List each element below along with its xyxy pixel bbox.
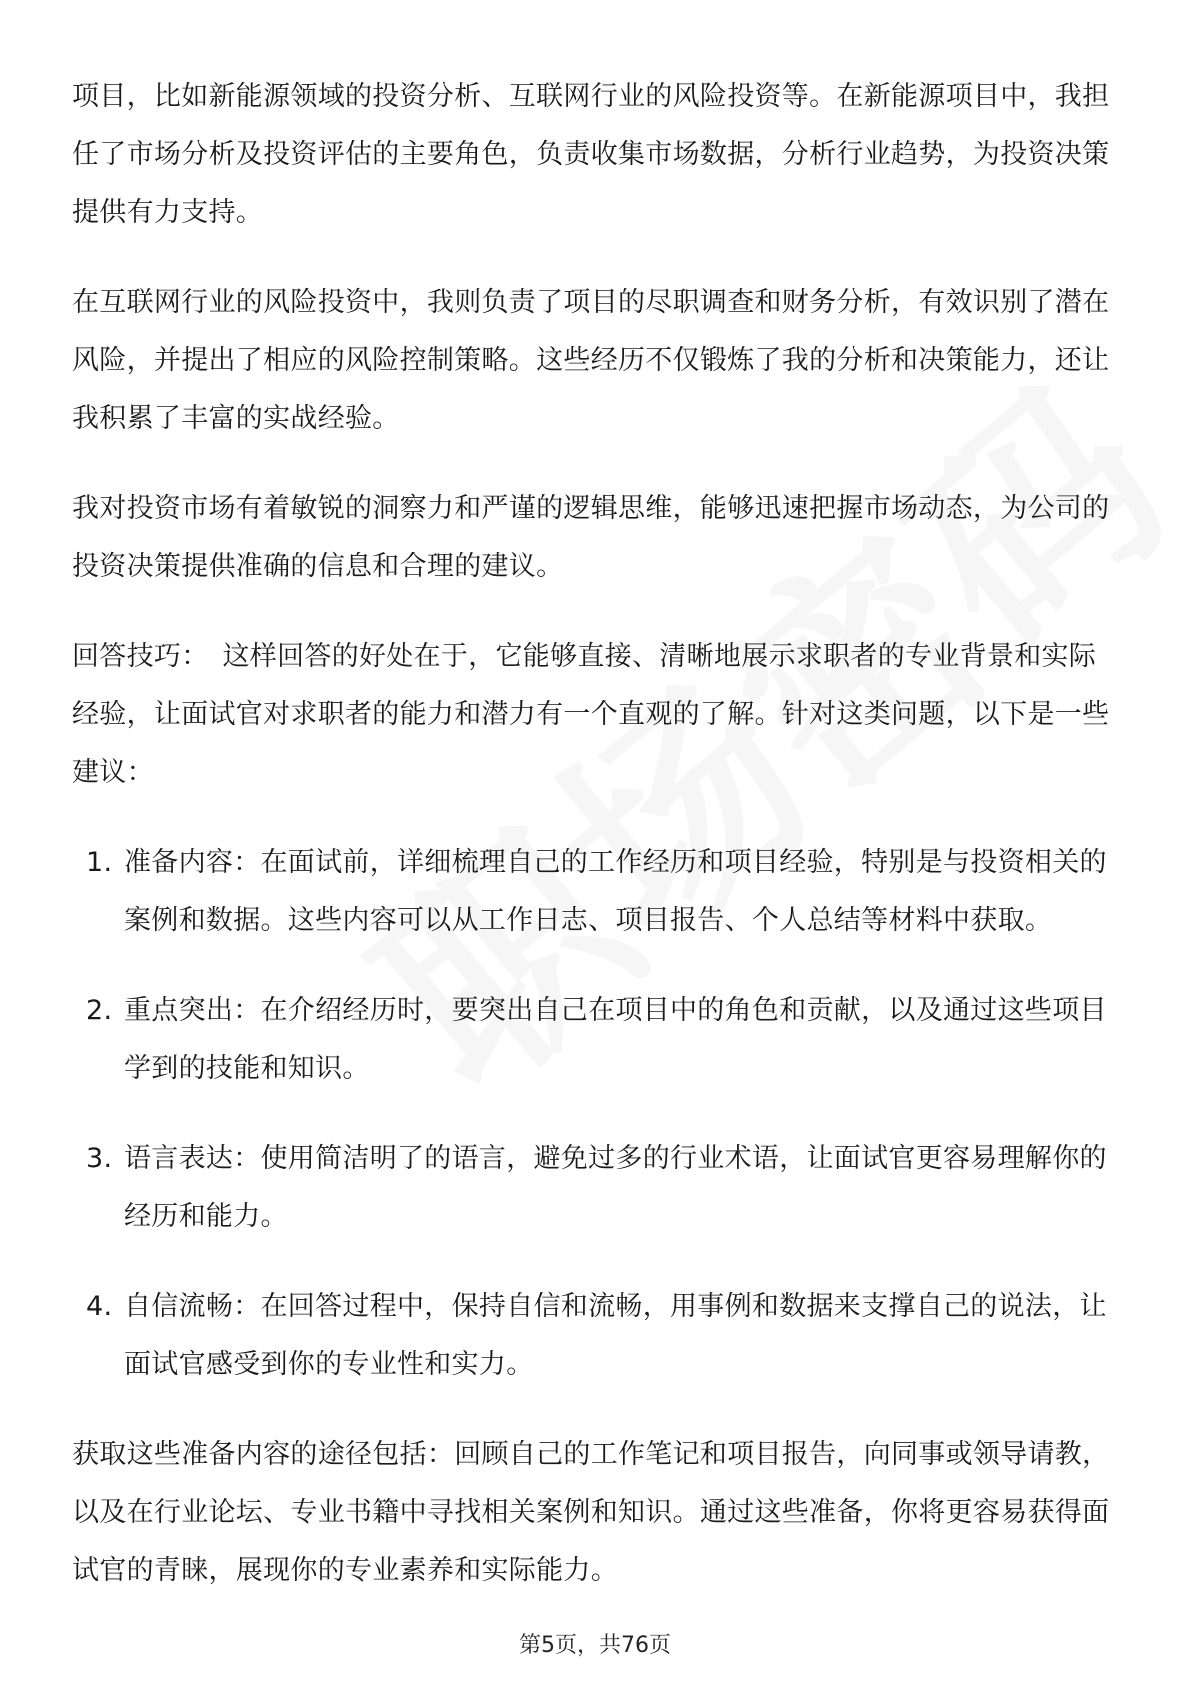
list-item (72, 1278, 1122, 1394)
list-item-number: 4. (86, 1291, 113, 1322)
tips-label: 回答技巧： (72, 641, 209, 672)
list-item-text: 自信流畅：在回答过程中，保持自信和流畅，用事例和数据来支撑自己的说法，让面试官感受到你的专业性和实力。 (124, 1291, 1107, 1380)
tips-paragraph (72, 628, 1122, 802)
list-item-text: 重点突出：在介绍经历时，要突出自己在项目中的角色和贡献，以及通过这些项目学到的技能和知识。 (124, 995, 1107, 1084)
list-item-text: 语言表达：使用简洁明了的语言，避免过多的行业术语，让面试官更容易理解你的经历和能力。 (124, 1143, 1107, 1232)
list-item (72, 834, 1122, 950)
document-body (72, 68, 1122, 1632)
list-item (72, 982, 1122, 1098)
page-number: 第5页，共76页 (519, 1633, 671, 1658)
list-item-number: 1. (86, 847, 113, 878)
paragraph-1: 项目，比如新能源领域的投资分析、互联网行业的风险投资等。在新能源项目中，我担任了市场分析及投资评估的主要角色，负责收集市场数据，分析行业趋势，为投资决策提供有力支持。 (72, 81, 1110, 228)
suggestion-list (72, 834, 1122, 1394)
paragraph-3: 我对投资市场有着敏锐的洞察力和严谨的逻辑思维，能够迅速把握市场动态，为公司的投资决策提供准确的信息和合理的建议。 (72, 493, 1110, 582)
list-item (72, 1130, 1122, 1246)
list-item-number: 3. (86, 1143, 113, 1174)
paragraph-2: 在互联网行业的风险投资中，我则负责了项目的尽职调查和财务分析，有效识别了潜在风险，并提出了相应的风险控制策略。这些经历不仅锻炼了我的分析和决策能力，还让我积累了丰富的实战经验。 (72, 287, 1110, 434)
tips-text: 这样回答的好处在于，它能够直接、清晰地展示求职者的专业背景和实际经验，让面试官对求职者的能力和潜力有一个直观的了解。针对这类问题，以下是一些建议： (72, 641, 1110, 788)
list-item-number: 2. (86, 995, 113, 1026)
closing-paragraph: 获取这些准备内容的途径包括：回顾自己的工作笔记和项目报告，向同事或领导请教，以及在行业论坛、专业书籍中寻找相关案例和知识。通过这些准备，你将更容易获得面试官的青睐，展现你的专业素养和实际能力。 (72, 1439, 1110, 1586)
list-item-text: 准备内容：在面试前，详细梳理自己的工作经历和项目经验，特别是与投资相关的案例和数据。这些内容可以从工作日志、项目报告、个人总结等材料中获取。 (124, 847, 1107, 936)
